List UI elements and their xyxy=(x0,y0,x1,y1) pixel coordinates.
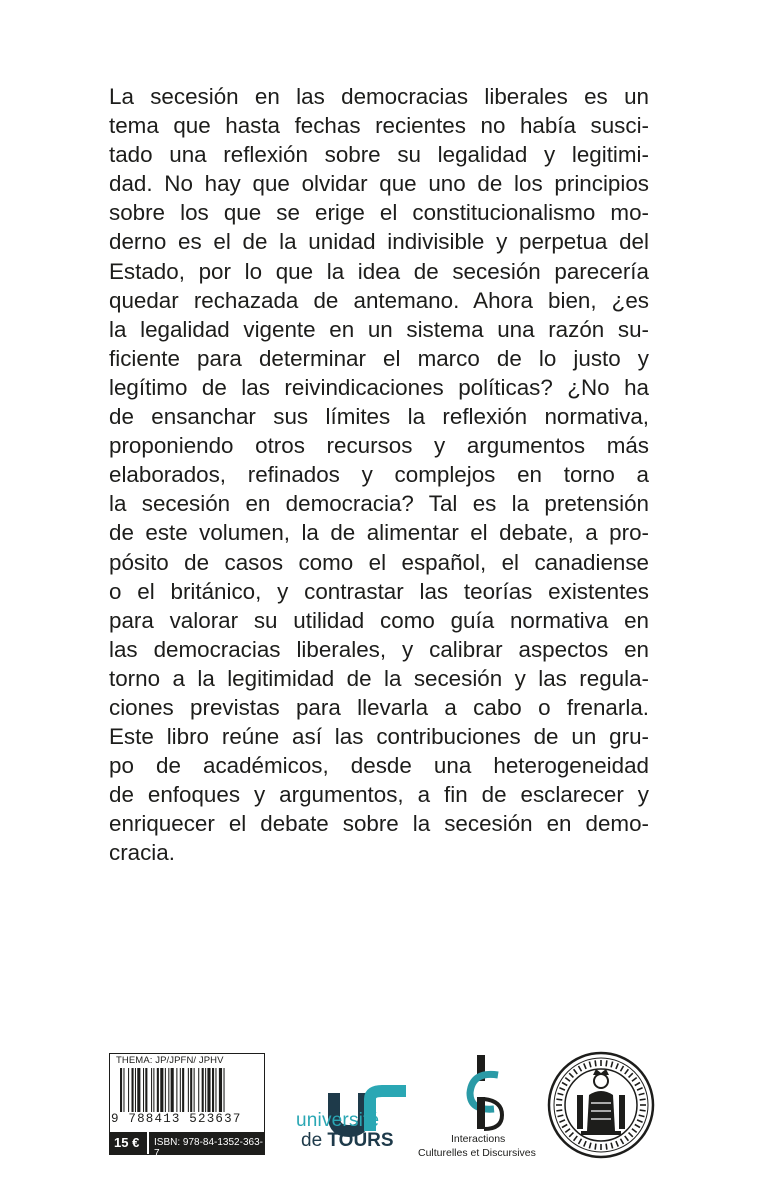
blurb-line: dad. No hay que olvidar que uno de los principios xyxy=(109,171,649,197)
icd-label-line1: Interactions xyxy=(451,1133,506,1145)
barcode-bar xyxy=(180,1068,181,1112)
blurb-line: para valorar su utilidad como guía normativa en xyxy=(109,607,649,633)
blurb-line: la secesión en democracia? Tal es la pretensión xyxy=(109,491,649,517)
barcode-bar xyxy=(212,1068,214,1112)
icd-logo-icon xyxy=(458,1053,508,1133)
tours-label: TOURS xyxy=(327,1130,394,1151)
blurb-line: tema que hasta fechas recientes no había susci- xyxy=(109,113,649,139)
universite-label: université xyxy=(296,1110,380,1131)
back-cover-blurb xyxy=(109,82,649,868)
blurb-line: las democracias liberales, y calibrar aspectos en xyxy=(109,636,649,662)
de-tours-label xyxy=(301,1130,394,1152)
barcode-bar xyxy=(207,1068,210,1112)
barcode-bar xyxy=(190,1068,192,1112)
barcode-bar xyxy=(132,1068,134,1112)
price-isbn-strip xyxy=(110,1132,264,1159)
seal-letter-mark xyxy=(556,1110,562,1111)
barcode-bar xyxy=(215,1068,216,1112)
blurb-line: sobre los que se erige el constitucionalismo mo- xyxy=(109,200,649,226)
barcode-bar xyxy=(151,1068,152,1112)
barcode-bar xyxy=(176,1068,177,1112)
barcode-bar xyxy=(120,1068,122,1112)
university-seal-icon xyxy=(547,1051,655,1159)
barcode-bar xyxy=(205,1068,206,1112)
blurb-line: ficiente para determinar el marco de lo justo y xyxy=(109,345,649,371)
blurb-line: o el británico, y contrastar las teorías existentes xyxy=(109,578,649,604)
blurb-line: la legalidad vigente en un sistema una razón su- xyxy=(109,316,649,342)
blurb-line: de enfoques y argumentos, a fin de esclarecer y xyxy=(109,782,649,808)
price-divider xyxy=(147,1132,149,1154)
barcode-bar xyxy=(165,1068,166,1112)
barcode-digits: 9 788413 523637 xyxy=(111,1112,242,1126)
barcode-bar xyxy=(202,1068,204,1112)
blurb-line: cracia. xyxy=(109,840,175,866)
blurb-line: La secesión en las democracias liberales es un xyxy=(109,84,649,109)
barcode-bar xyxy=(128,1068,129,1112)
barcode-bar xyxy=(145,1068,147,1112)
blurb-line: de este volumen, la de alimentar el debate, a pro- xyxy=(109,520,649,546)
blurb-line: quedar rechazada de antemano. Ahora bien, ¿es xyxy=(109,287,649,313)
blurb-line: Estado, por lo que la idea de secesión parecería xyxy=(109,258,649,284)
barcode-bar xyxy=(198,1068,199,1112)
blurb-line: torno a la legitimidad de la secesión y las regula- xyxy=(109,665,649,691)
barcode-bar xyxy=(135,1068,136,1112)
barcode-bar xyxy=(219,1068,222,1112)
barcode-bar xyxy=(168,1068,169,1112)
barcode-bar xyxy=(137,1068,140,1112)
seal-letter-mark xyxy=(595,1144,596,1150)
blurb-line: Este libro reúne así las contribuciones de un gru- xyxy=(109,724,649,750)
seal-letter-mark xyxy=(640,1110,646,1111)
barcode-bar xyxy=(123,1068,124,1112)
seal-letter-mark xyxy=(640,1099,646,1100)
barcode-bar xyxy=(194,1068,195,1112)
blurb-line: elaborados, refinados y complejos en torno a xyxy=(109,462,649,488)
barcode-bar xyxy=(143,1068,144,1112)
barcode-bar xyxy=(182,1068,184,1112)
barcode-bar xyxy=(171,1068,174,1112)
seal-letter-mark xyxy=(606,1060,607,1066)
blurb-line: po de académicos, desde una heterogeneidad xyxy=(109,753,649,779)
barcode-label xyxy=(109,1053,265,1159)
barcode-bar xyxy=(188,1068,189,1112)
blurb-line: enriquecer el debate sobre la secesión en demo- xyxy=(109,811,649,837)
blurb-line: legítimo de las reivindicaciones políticas? ¿No ha xyxy=(109,374,649,400)
barcode-bar xyxy=(157,1068,159,1112)
blurb-line: proponiendo otros recursos y argumentos más xyxy=(109,433,649,459)
thema-code: THEMA: JP/JPFN/ JPHV xyxy=(116,1055,224,1066)
blurb-line: derno es el de la unidad indivisible y perpetua del xyxy=(109,229,649,255)
blurb-line: de ensanchar sus límites la reflexión normativa, xyxy=(109,404,649,430)
de-label: de xyxy=(301,1130,328,1151)
price: 15 € xyxy=(114,1135,140,1150)
barcode-bar xyxy=(153,1068,154,1112)
blurb-line: tado una reflexión sobre su legalidad y legitimi- xyxy=(109,142,649,168)
seal-letter-mark xyxy=(606,1144,607,1150)
isbn: ISBN: 978-84-1352-363-7 xyxy=(154,1137,263,1159)
seal-letter-mark xyxy=(556,1099,562,1100)
barcode-bar xyxy=(224,1068,225,1112)
barcode-bar xyxy=(160,1068,163,1112)
icd-label-line2: Culturelles et Discursives xyxy=(418,1147,536,1159)
blurb-line: pósito de casos como el español, el canadiense xyxy=(109,549,649,575)
seal-letter-mark xyxy=(595,1060,596,1066)
blurb-line: ciones previstas para llevarla a cabo o frenarla. xyxy=(109,694,649,720)
